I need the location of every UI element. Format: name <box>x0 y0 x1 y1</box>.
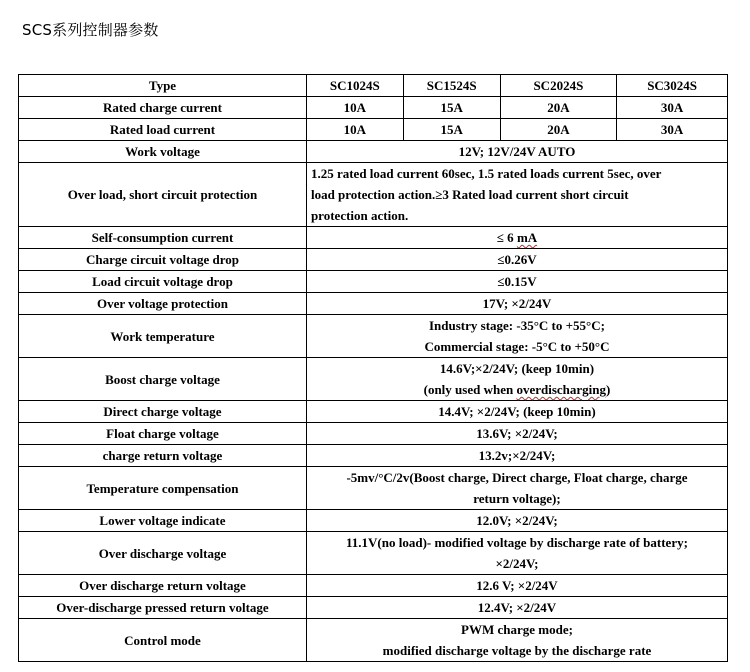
table-row-over-voltage <box>19 293 728 315</box>
row-label: Boost charge voltage <box>19 358 307 401</box>
cell-value: 12V; 12V/24V AUTO <box>306 141 727 163</box>
table-row-lower-voltage <box>19 510 728 532</box>
cell-value: 15A <box>403 119 500 141</box>
table-row-charge-return <box>19 445 728 467</box>
cell-value <box>306 227 727 249</box>
row-label: Over load, short circuit protection <box>19 163 307 227</box>
cell-value: 14.4V; ×2/24V; (keep 10min) <box>306 401 727 423</box>
cell-value <box>306 467 727 510</box>
cell-value <box>306 358 727 401</box>
table-row-type <box>19 75 728 97</box>
text-line: return voltage); <box>473 491 561 506</box>
cell-value: 10A <box>306 97 403 119</box>
row-label: Direct charge voltage <box>19 401 307 423</box>
row-label-type: Type <box>19 75 307 97</box>
model-header: SC1524S <box>403 75 500 97</box>
table-row-float <box>19 423 728 445</box>
cell-value: 17V; ×2/24V <box>306 293 727 315</box>
cell-value: 30A <box>617 119 728 141</box>
row-label: Self-consumption current <box>19 227 307 249</box>
row-label: Lower voltage indicate <box>19 510 307 532</box>
table-row-over-discharge <box>19 532 728 575</box>
value-unit: mA <box>516 230 538 245</box>
model-header: SC1024S <box>306 75 403 97</box>
row-label: Temperature compensation <box>19 467 307 510</box>
table-row-rated-load <box>19 119 728 141</box>
table-row-temp-comp <box>19 467 728 510</box>
cell-value: 20A <box>500 97 617 119</box>
cell-value: 12.4V; ×2/24V <box>306 597 727 619</box>
text-line: load protection action.≥3 Rated load current short circuit <box>310 187 629 202</box>
row-label: Rated load current <box>19 119 307 141</box>
spec-table <box>18 74 728 662</box>
cell-value: 13.6V; ×2/24V; <box>306 423 727 445</box>
text-line: -5mv/°C/2v(Boost charge, Direct charge, Float charge, charge <box>346 470 688 485</box>
text-line: protection action. <box>310 208 409 223</box>
row-label: Control mode <box>19 619 307 662</box>
table-row-pressed-return <box>19 597 728 619</box>
table-row-overload <box>19 163 728 227</box>
row-label: Over discharge return voltage <box>19 575 307 597</box>
row-label: Float charge voltage <box>19 423 307 445</box>
table-row-charge-drop <box>19 249 728 271</box>
table-row-rated-charge <box>19 97 728 119</box>
row-label: Load circuit voltage drop <box>19 271 307 293</box>
table-row-control-mode <box>19 619 728 662</box>
cell-value: 15A <box>403 97 500 119</box>
table-row-boost <box>19 358 728 401</box>
text-line: 11.1V(no load)- modified voltage by discharge rate of battery; <box>346 535 688 550</box>
text-line: Commercial stage: -5°C to +50°C <box>424 339 610 354</box>
text-line: modified discharge voltage by the discharge rate <box>382 643 652 658</box>
row-label: Over voltage protection <box>19 293 307 315</box>
table-row-work-voltage <box>19 141 728 163</box>
document-title: SCS系列控制器参数 <box>22 21 159 39</box>
row-label: Work voltage <box>19 141 307 163</box>
row-label: Rated charge current <box>19 97 307 119</box>
cell-value: ≤0.26V <box>306 249 727 271</box>
cell-value <box>306 315 727 358</box>
text-line <box>311 379 723 400</box>
spellcheck-word: overdischarging <box>516 382 606 397</box>
cell-value: 30A <box>617 97 728 119</box>
row-label: Over discharge voltage <box>19 532 307 575</box>
model-header: SC3024S <box>617 75 728 97</box>
row-label: Over-discharge pressed return voltage <box>19 597 307 619</box>
cell-value: ≤0.15V <box>306 271 727 293</box>
text-line: ×2/24V; <box>495 556 539 571</box>
cell-value: 13.2v;×2/24V; <box>306 445 727 467</box>
row-label: Work temperature <box>19 315 307 358</box>
table-row-self-consumption <box>19 227 728 249</box>
cell-value: 12.0V; ×2/24V; <box>306 510 727 532</box>
cell-value <box>306 163 727 227</box>
cell-value: 10A <box>306 119 403 141</box>
text-fragment: ) <box>606 382 611 397</box>
text-line: PWM charge mode; <box>461 622 573 637</box>
table-row-over-discharge-return <box>19 575 728 597</box>
cell-value <box>306 532 727 575</box>
text-line: Industry stage: -35°C to +55°C; <box>428 318 605 333</box>
model-header: SC2024S <box>500 75 617 97</box>
value-prefix: ≤ 6 <box>496 230 517 245</box>
table-row-load-drop <box>19 271 728 293</box>
text-line: 14.6V;×2/24V; (keep 10min) <box>439 361 595 376</box>
cell-value: 12.6 V; ×2/24V <box>306 575 727 597</box>
text-line: 1.25 rated load current 60sec, 1.5 rated loads current 5sec, over <box>310 166 662 181</box>
cell-value: 20A <box>500 119 617 141</box>
text-fragment: (only used when <box>423 382 517 397</box>
table-row-direct <box>19 401 728 423</box>
row-label: Charge circuit voltage drop <box>19 249 307 271</box>
cell-value <box>306 619 727 662</box>
row-label: charge return voltage <box>19 445 307 467</box>
table-row-work-temperature <box>19 315 728 358</box>
